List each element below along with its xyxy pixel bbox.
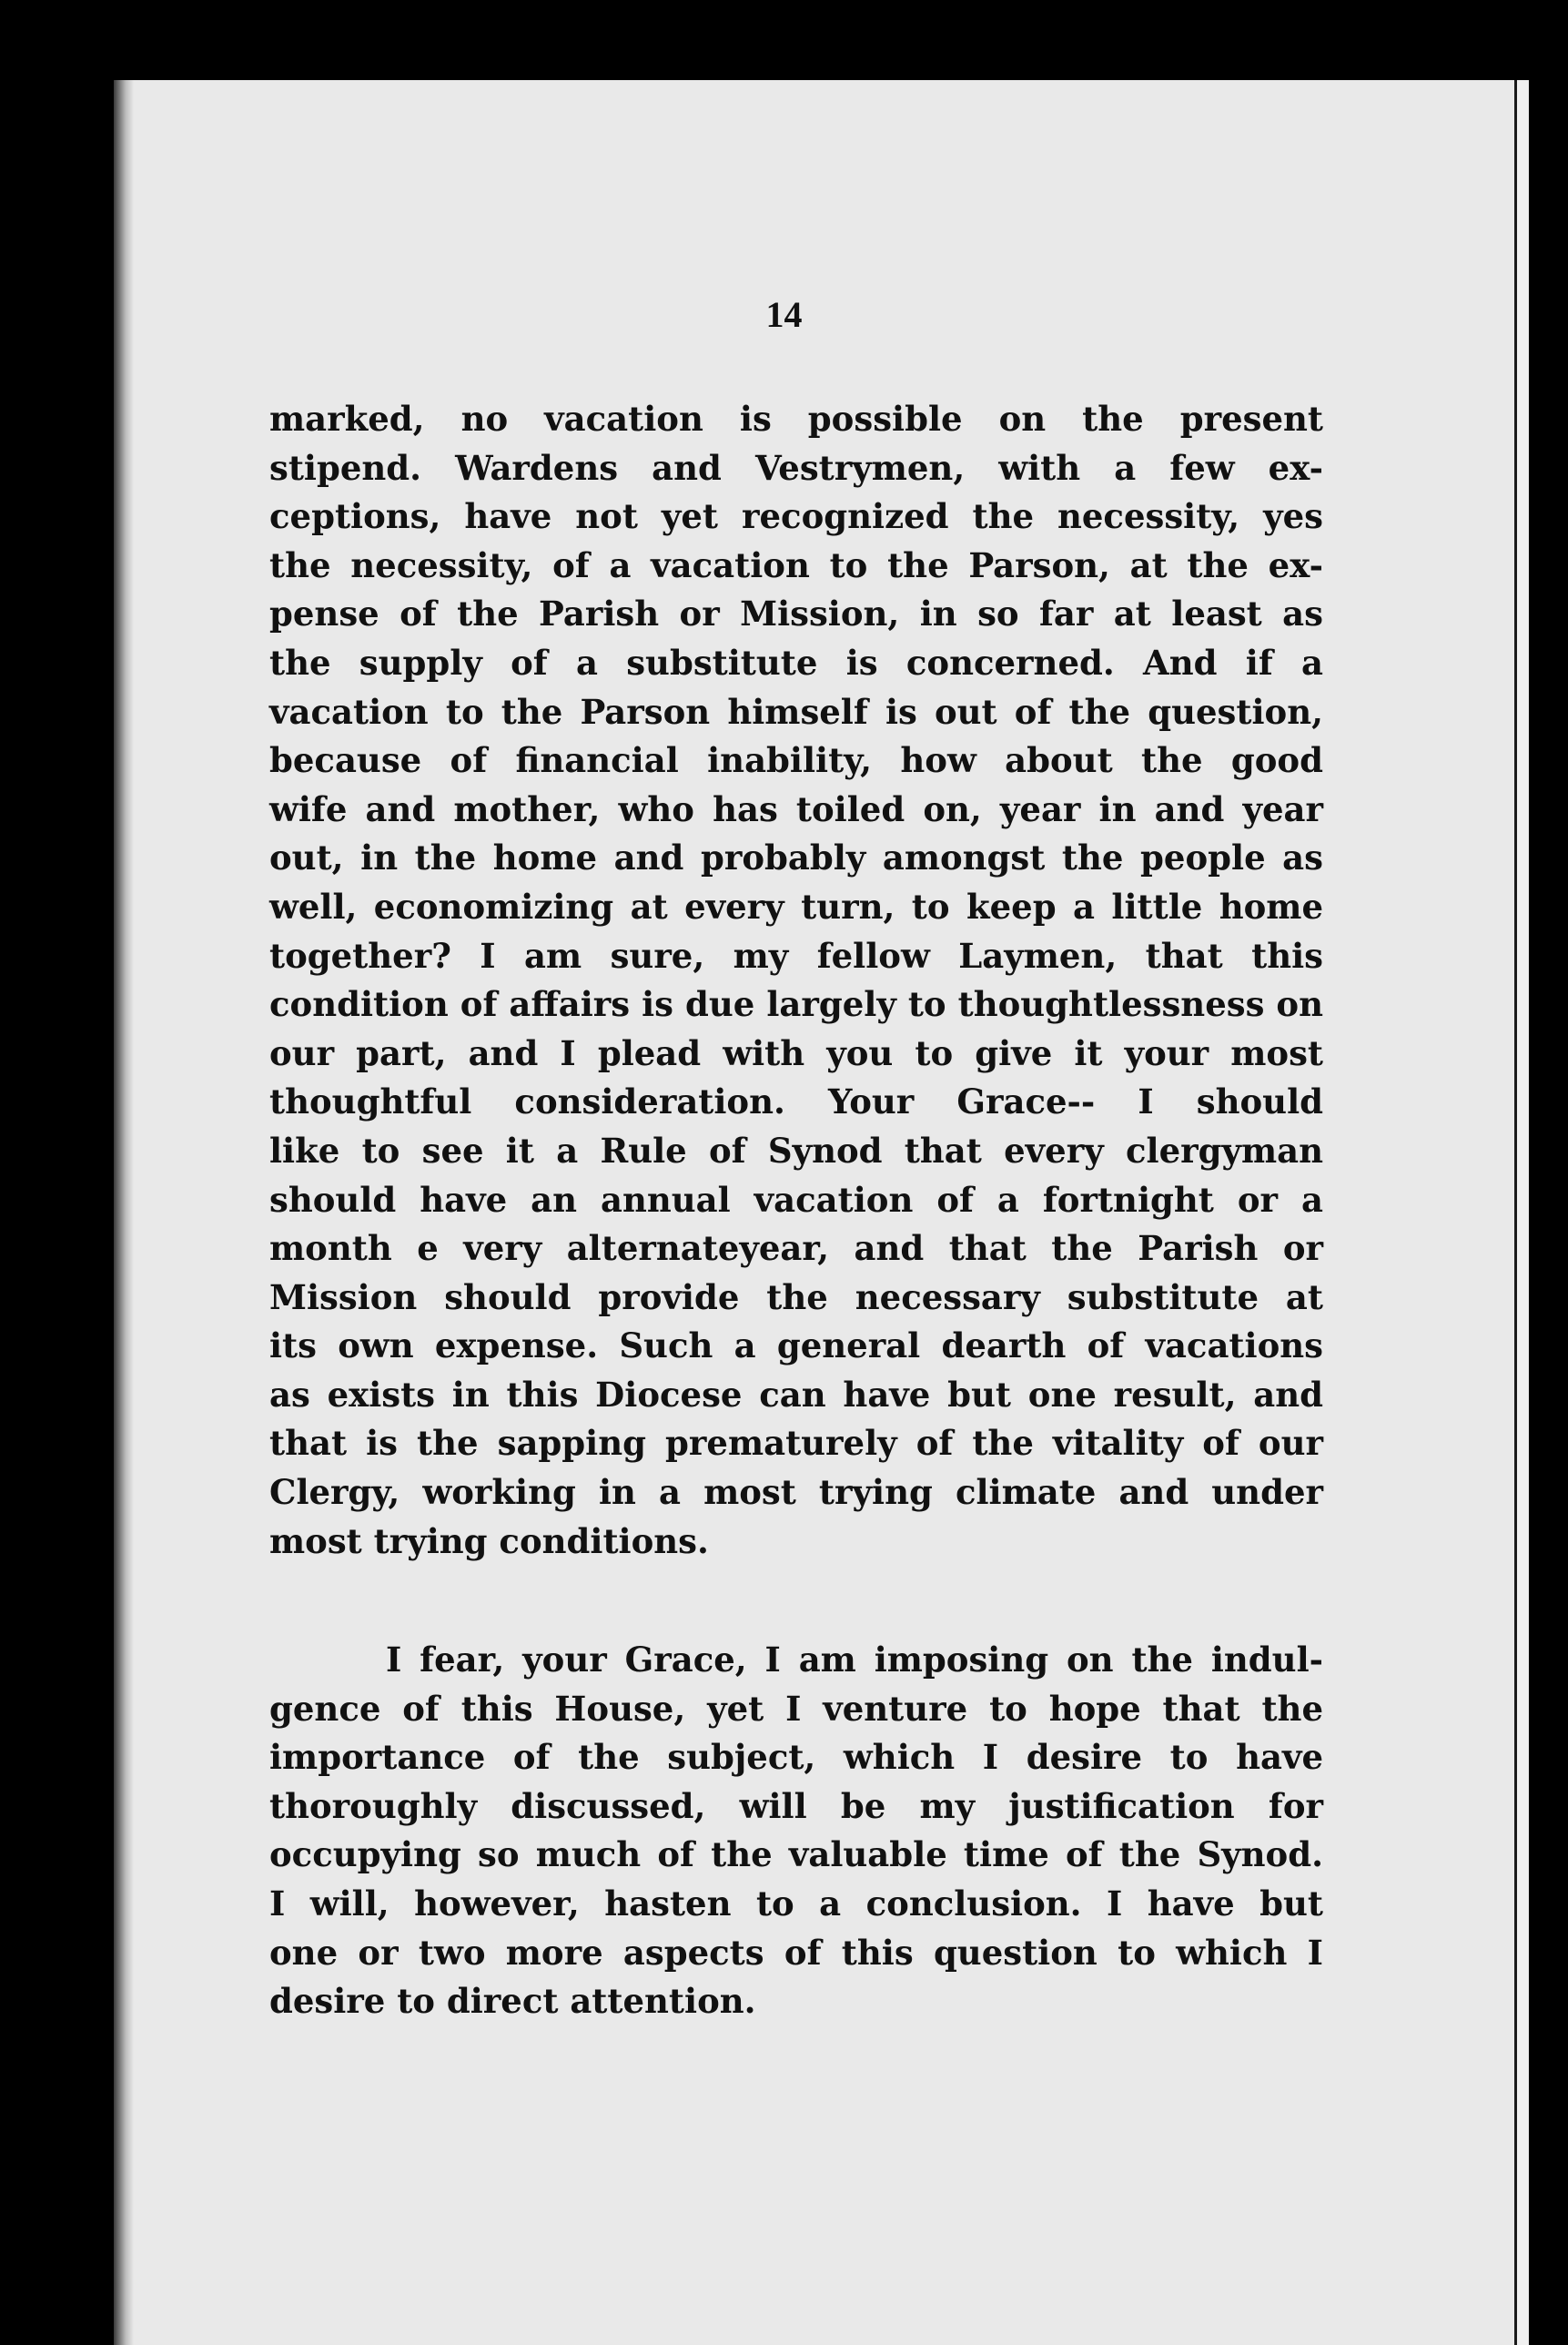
text-line: together? I am sure, my fellow Laymen, that this (269, 935, 1323, 976)
text-line: desire to direct attention. (269, 1981, 756, 2022)
text-line: that is the sapping prematurely of the vitality of our (269, 1423, 1323, 1464)
text-line: like to see it a Rule of Synod that every clergyman (269, 1130, 1323, 1171)
text-line: our part, and I plead with you to give it your most (269, 1032, 1323, 1073)
text-line: as exists in this Diocese can have but one result, and (269, 1374, 1323, 1415)
text-line: importance of the subject, which I desire to have (269, 1737, 1323, 1778)
text-line: should have an annual vacation of a fortnight or a (269, 1179, 1323, 1220)
text-line: well, economizing at every turn, to keep a little home (269, 886, 1323, 927)
text-line: its own expense. Such a general dearth of vacations (269, 1325, 1323, 1366)
text-line: thoughtful consideration. Your Grace-- I should (269, 1081, 1323, 1122)
text-line: out, in the home and probably amongst the people as (269, 838, 1323, 878)
paragraph-2 (269, 1636, 1323, 2026)
text-line: stipend. Wardens and Vestrymen, with a few ex- (269, 447, 1323, 488)
text-line: I will, however, hasten to a conclusion. I have but (269, 1883, 1323, 1924)
text-line: Clergy, working in a most trying climate and under (269, 1472, 1323, 1513)
text-line: pense of the Parish or Mission, in so far at least as (269, 594, 1323, 634)
text-line: marked, no vacation is possible on the present (269, 399, 1323, 439)
paragraph-1 (269, 395, 1323, 1566)
text-line: gence of this House, yet I venture to hope that the (269, 1688, 1323, 1729)
text-line: the supply of a substitute is concerned. And if a (269, 642, 1323, 683)
text-line: because of financial inability, how about the good (269, 740, 1323, 781)
text-line: most trying conditions. (269, 1520, 709, 1561)
text-line: condition of affairs is due largely to thoughtlessness on (269, 984, 1323, 1025)
text-line: Mission should provide the necessary substitute at (269, 1276, 1323, 1317)
text-line: the necessity, of a vacation to the Parson, at the ex- (269, 544, 1323, 585)
page-number: 14 (765, 294, 803, 335)
text-line: thoroughly discussed, will be my justification for (269, 1785, 1323, 1826)
text-line: one or two more aspects of this question to which I (269, 1932, 1323, 1973)
text-line: occupying so much of the valuable time of the Synod. (269, 1834, 1323, 1875)
text-line: I fear, your Grace, I am imposing on the indul- (386, 1639, 1323, 1680)
text-line: vacation to the Parson himself is out of the question, (269, 691, 1323, 732)
text-line: ceptions, have not yet recognized the necessity, yes (269, 496, 1323, 537)
text-line: month e very alternateyear, and that the Parish or (269, 1228, 1323, 1269)
adjacent-page-edge (1514, 80, 1528, 2345)
text-line: wife and mother, who has toiled on, year in and year (269, 788, 1323, 829)
page-binding-shadow (114, 80, 134, 2345)
